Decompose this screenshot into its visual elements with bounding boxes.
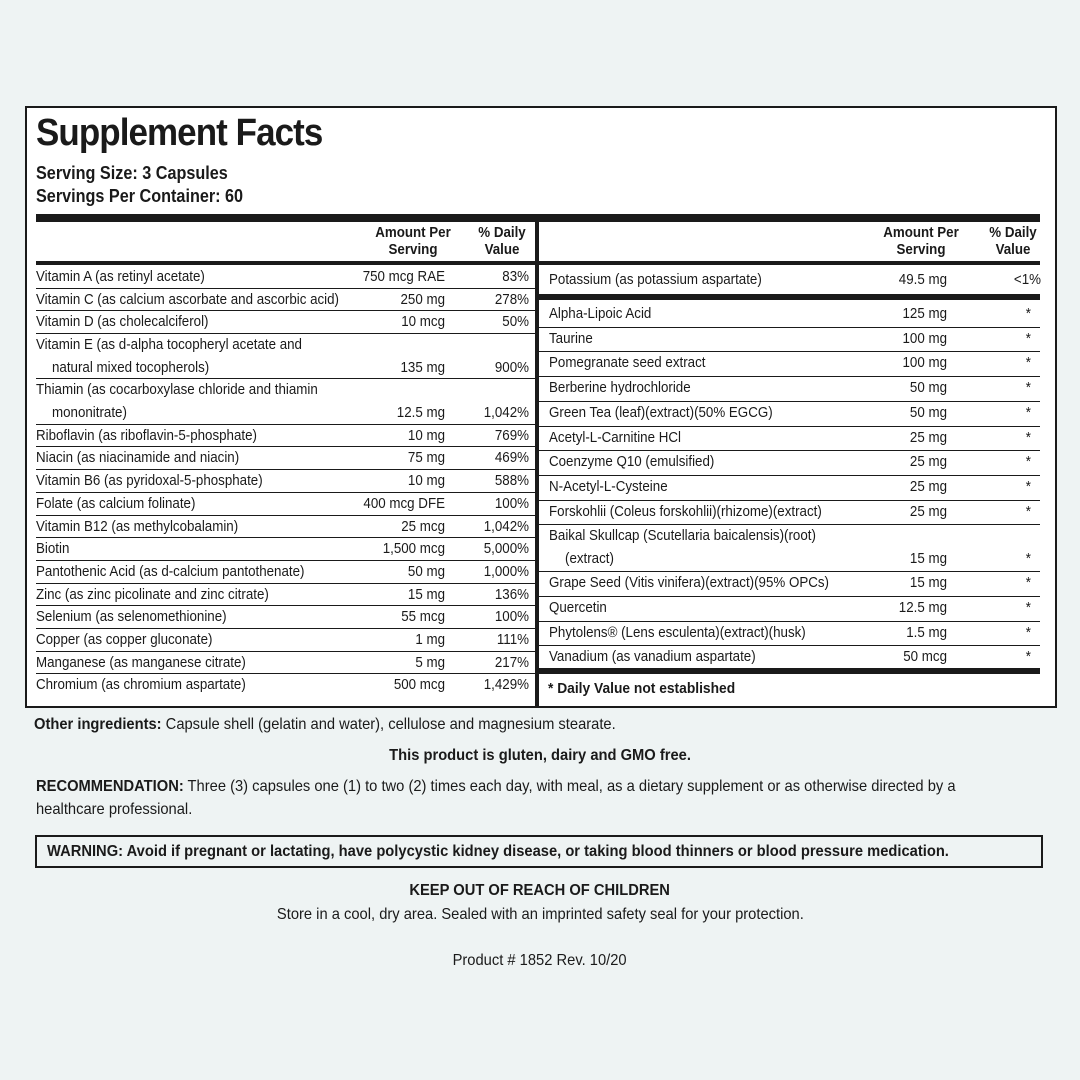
- nutrient-daily-value: 769%: [494, 427, 529, 444]
- serving-size: Serving Size: 3 Capsules: [36, 163, 228, 183]
- nutrient-daily-value: 1,042%: [483, 518, 529, 535]
- other-ingredients-label: Other ingredients:: [34, 716, 162, 733]
- nutrient-daily-value: *: [1025, 600, 1031, 616]
- servings-per-container: Servings Per Container: 60: [36, 186, 244, 206]
- nutrient-name: Taurine: [549, 330, 593, 347]
- nutrient-amount: 25 mg: [909, 429, 947, 446]
- nutrient-daily-value: 83%: [502, 269, 529, 285]
- nutrient-name: Zinc (as zinc picolinate and zinc citrate): [36, 586, 269, 603]
- nutrient-amount: 1,500 mcg: [382, 541, 445, 558]
- nutrient-amount: 250 mg: [400, 291, 445, 308]
- right-header-amount: Amount Per Serving: [883, 225, 959, 258]
- row-divider: [539, 327, 1040, 328]
- nutrient-daily-value: *: [1025, 404, 1031, 421]
- nutrient-amount: 135 mg: [400, 359, 445, 376]
- nutrient-daily-value: 100%: [494, 495, 529, 512]
- nutrient-daily-value: *: [1025, 330, 1031, 347]
- nutrient-amount: 5 mg: [415, 654, 445, 671]
- nutrient-daily-value: 1,429%: [483, 677, 529, 694]
- nutrient-amount: 15 mg: [909, 575, 947, 592]
- nutrient-amount: 750 mcg RAE: [362, 269, 445, 285]
- product-number: Product # 1852 Rev. 10/20: [452, 952, 628, 969]
- keep-out-notice: KEEP OUT OF REACH OF CHILDREN: [409, 882, 671, 899]
- nutrient-name: Quercetin: [549, 600, 607, 616]
- nutrient-name: Baikal Skullcap (Scutellaria baicalensis)(root): [549, 528, 816, 545]
- nutrient-amount: 55 mcg: [401, 609, 445, 626]
- nutrient-name: Pantothenic Acid (as d-calcium pantothenate): [36, 563, 305, 580]
- other-ingredients-text: Capsule shell (gelatin and water), cellulose and magnesium stearate.: [161, 716, 616, 733]
- nutrient-daily-value: 100%: [494, 609, 529, 626]
- nutrient-daily-value: *: [1025, 478, 1031, 495]
- nutrient-name: Pomegranate seed extract: [549, 355, 706, 372]
- nutrient-daily-value: 588%: [494, 473, 529, 490]
- row-divider: [36, 537, 535, 538]
- nutrient-amount: 10 mg: [407, 427, 445, 444]
- nutrient-name: Biotin: [36, 541, 70, 558]
- nutrient-amount: 400 mcg DFE: [363, 495, 445, 512]
- nutrient-daily-value: *: [1025, 649, 1031, 666]
- storage-instructions: Store in a cool, dry area. Sealed with an imprinted safety seal for your protection.: [276, 906, 804, 923]
- right-header-rule: [539, 261, 1040, 265]
- nutrient-amount: 10 mg: [407, 473, 445, 490]
- nutrient-amount: 50 mcg: [903, 649, 947, 666]
- nutrient-name: Manganese (as manganese citrate): [36, 654, 246, 671]
- free-statement: This product is gluten, dairy and GMO free.: [389, 747, 691, 764]
- nutrient-name: natural mixed tocopherols): [52, 359, 210, 376]
- nutrient-amount: 500 mcg: [393, 677, 445, 694]
- nutrient-name: Potassium (as potassium aspartate): [549, 272, 762, 288]
- nutrient-daily-value: 469%: [494, 450, 529, 467]
- nutrient-amount: 1.5 mg: [906, 624, 947, 641]
- nutrient-name: Vitamin B6 (as pyridoxal-5-phosphate): [36, 473, 263, 490]
- nutrient-amount: 1 mg: [415, 632, 445, 648]
- nutrient-amount: 125 mg: [902, 306, 947, 322]
- right-header-daily-value: % Daily Value: [989, 225, 1037, 258]
- other-ingredients: [34, 716, 616, 734]
- nutrient-daily-value: *: [1025, 306, 1031, 322]
- recommendation: [36, 778, 956, 796]
- recommendation-label: RECOMMENDATION:: [36, 778, 184, 795]
- nutrient-name: (extract): [565, 550, 614, 567]
- nutrient-daily-value: <1%: [1013, 272, 1041, 288]
- left-header-amount: Amount Per Serving: [375, 225, 451, 258]
- nutrient-daily-value: *: [1025, 550, 1031, 567]
- row-divider: [539, 596, 1040, 597]
- nutrient-daily-value: *: [1025, 355, 1031, 372]
- daily-value-note: * Daily Value not established: [548, 680, 736, 697]
- nutrient-amount: 15 mg: [407, 586, 445, 603]
- nutrient-amount: 49.5 mg: [898, 272, 947, 288]
- nutrient-daily-value: 5,000%: [483, 541, 529, 558]
- nutrient-name: Grape Seed (Vitis vinifera)(extract)(95% OPCs): [549, 575, 829, 592]
- nutrient-name: Forskohlii (Coleus forskohlii)(rhizome)(extract): [549, 503, 822, 520]
- nutrient-amount: 75 mg: [407, 450, 445, 467]
- potassium-section-rule: [539, 294, 1040, 300]
- nutrient-daily-value: 900%: [494, 359, 529, 376]
- nutrient-name: Acetyl-L-Carnitine HCl: [549, 429, 681, 446]
- nutrient-name: Vitamin A (as retinyl acetate): [36, 269, 205, 285]
- nutrient-name: mononitrate): [52, 405, 127, 421]
- nutrient-name: Alpha-Lipoic Acid: [549, 306, 652, 322]
- nutrient-name: Vanadium (as vanadium aspartate): [549, 649, 756, 666]
- supplement-facts-panel: [25, 106, 1057, 708]
- nutrient-amount: 12.5 mg: [396, 405, 445, 421]
- nutrient-daily-value: *: [1025, 454, 1031, 471]
- nutrient-name: Berberine hydrochloride: [549, 380, 691, 397]
- bottom-right-rule: [539, 668, 1040, 674]
- nutrient-daily-value: *: [1025, 624, 1031, 641]
- nutrient-amount: 25 mcg: [401, 518, 445, 535]
- nutrient-amount: 10 mcg: [401, 314, 445, 331]
- nutrient-daily-value: *: [1025, 503, 1031, 520]
- nutrient-name: N-Acetyl-L-Cysteine: [549, 478, 668, 495]
- nutrient-name: Selenium (as selenomethionine): [36, 609, 227, 626]
- recommendation-line1: Three (3) capsules one (1) to two (2) times each day, with meal, as a dietary supplement or as otherwise directed by a: [183, 778, 956, 795]
- nutrient-amount: 15 mg: [909, 550, 947, 567]
- nutrient-daily-value: 50%: [502, 314, 529, 331]
- warning-box: [35, 835, 1043, 868]
- nutrient-name: Phytolens® (Lens esculenta)(extract)(husk): [549, 624, 806, 641]
- nutrient-amount: 25 mg: [909, 478, 947, 495]
- nutrient-name: Vitamin E (as d-alpha tocopheryl acetate and: [36, 337, 302, 354]
- nutrient-amount: 12.5 mg: [898, 600, 947, 616]
- nutrient-daily-value: 217%: [494, 654, 529, 671]
- nutrient-amount: 50 mg: [909, 380, 947, 397]
- nutrient-amount: 25 mg: [909, 454, 947, 471]
- nutrient-daily-value: 278%: [494, 291, 529, 308]
- nutrient-daily-value: 1,000%: [483, 563, 529, 580]
- nutrient-daily-value: *: [1025, 380, 1031, 397]
- nutrient-daily-value: *: [1025, 429, 1031, 446]
- nutrient-name: Vitamin B12 (as methylcobalamin): [36, 518, 239, 535]
- nutrient-name: Copper (as copper gluconate): [36, 632, 213, 648]
- left-header-rule: [36, 261, 535, 265]
- nutrient-name: Chromium (as chromium aspartate): [36, 677, 246, 694]
- nutrient-amount: 50 mg: [909, 404, 947, 421]
- recommendation-line2: healthcare professional.: [36, 801, 193, 818]
- nutrient-name: Coenzyme Q10 (emulsified): [549, 454, 715, 471]
- nutrient-name: Green Tea (leaf)(extract)(50% EGCG): [549, 404, 773, 421]
- nutrient-daily-value: 111%: [496, 632, 529, 648]
- nutrient-name: Niacin (as niacinamide and niacin): [36, 450, 240, 467]
- warning-text: WARNING: Avoid if pregnant or lactating, have polycystic kidney disease, or taking blood thinners or blood pressure medication.: [47, 843, 949, 860]
- nutrient-daily-value: 1,042%: [483, 405, 529, 421]
- nutrient-name: Folate (as calcium folinate): [36, 495, 196, 512]
- left-header-daily-value: % Daily Value: [478, 225, 526, 258]
- nutrient-name: Vitamin D (as cholecalciferol): [36, 314, 209, 331]
- nutrient-amount: 100 mg: [902, 355, 947, 372]
- nutrient-daily-value: 136%: [494, 586, 529, 603]
- nutrient-daily-value: *: [1025, 575, 1031, 592]
- nutrient-name: Vitamin C (as calcium ascorbate and ascorbic acid): [36, 291, 340, 308]
- column-divider: [535, 214, 539, 708]
- nutrient-name: Riboflavin (as riboflavin-5-phosphate): [36, 427, 257, 444]
- nutrient-name: Thiamin (as cocarboxylase chloride and thiamin: [36, 382, 318, 399]
- nutrient-amount: 50 mg: [407, 563, 445, 580]
- nutrient-amount: 100 mg: [902, 330, 947, 347]
- panel-title: Supplement Facts: [36, 112, 323, 154]
- nutrient-amount: 25 mg: [909, 503, 947, 520]
